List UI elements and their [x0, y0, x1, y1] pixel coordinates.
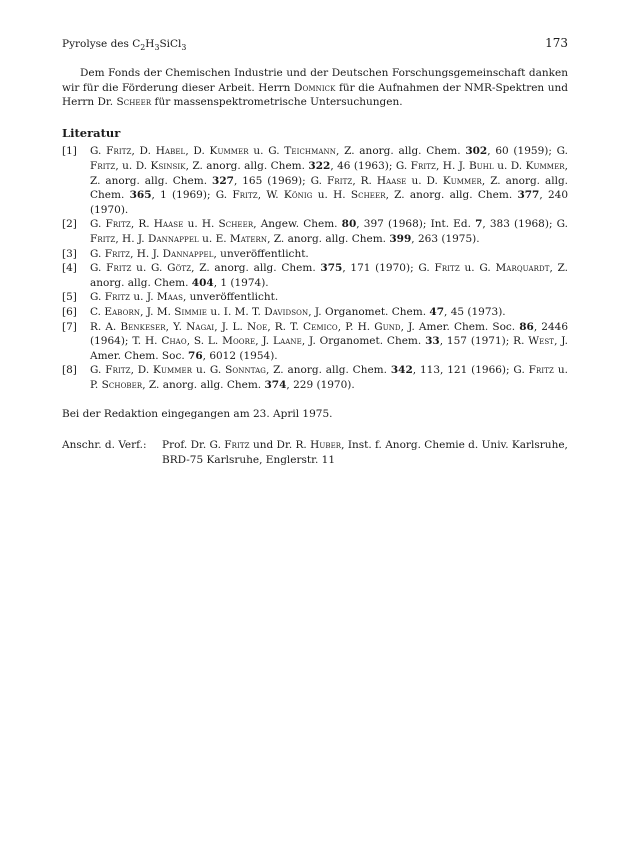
reference-segment: , Z. anorg. allg. Chem.: [90, 262, 568, 289]
reference-segment: u. G.: [131, 262, 168, 275]
reference-segment: , S. L.: [186, 335, 223, 348]
author-name: Schober: [101, 378, 143, 391]
reference-segment: , Angew. Chem.: [253, 218, 342, 231]
reference-segment: , Z. anorg. allg. Chem.: [336, 145, 466, 158]
reference-segment: G.: [90, 218, 106, 231]
author-address: [62, 438, 568, 467]
reference-segment: , D.: [130, 364, 154, 377]
running-title: Pyrolyse des $C_2H_3SiCl_3$: [62, 38, 187, 53]
reference-segment: u. D.: [493, 159, 526, 172]
volume-number: 7: [475, 218, 483, 231]
volume-number: 404: [191, 276, 214, 289]
author-name: Marquardt: [495, 262, 550, 275]
reference-text: [90, 305, 568, 320]
author-name: Fritz: [232, 189, 258, 202]
volume-number: 399: [389, 232, 412, 245]
reference-number: [2]: [62, 218, 77, 231]
reference-segment: G.: [90, 247, 105, 260]
author-name: Ksinsik: [150, 159, 186, 172]
reference-segment: , Z. anorg. allg. Chem.: [90, 159, 568, 187]
reference-segment: , 157 (1971); R.: [439, 335, 529, 348]
author-name: West: [528, 335, 555, 348]
author-name: Dannappel: [147, 232, 199, 245]
volume-number: 80: [341, 218, 357, 231]
author-name: Haase: [376, 174, 407, 187]
author-name: Laane: [273, 335, 302, 348]
reference-entry: [62, 290, 568, 305]
reference-segment: , 240 (1970).: [90, 189, 568, 216]
reference-segment: , R. T.: [267, 320, 303, 333]
author-name: Matern: [229, 232, 268, 245]
running-header: [62, 36, 568, 52]
reference-segment: , Y.: [165, 320, 187, 333]
author-name: Haase: [153, 218, 184, 231]
reference-segment: , H. J.: [130, 247, 163, 260]
reference-text: [90, 144, 568, 217]
author-name: Kummer: [153, 364, 193, 377]
volume-number: 327: [212, 174, 234, 187]
reference-segment: , J. L.: [214, 320, 247, 333]
author-name: Scheer: [218, 218, 254, 231]
reference-entry: [62, 363, 568, 392]
reference-segment: , Z. anorg. allg. Chem.: [142, 378, 265, 391]
volume-number: 375: [320, 262, 343, 275]
reference-segment: u. P.: [90, 364, 568, 391]
volume-number: 342: [390, 364, 413, 377]
reference-text: [90, 247, 568, 262]
author-name: König: [283, 189, 313, 202]
reference-text: [90, 217, 568, 246]
author-name: Fritz: [90, 159, 116, 172]
reference-segment: , J. Organomet. Chem.: [308, 305, 430, 318]
reference-segment: u. H.: [312, 189, 351, 202]
author-name: Fritz: [105, 364, 131, 377]
reference-segment: , J.: [255, 335, 274, 348]
reference-segment: , J. Organomet. Chem.: [301, 335, 426, 348]
reference-segment: , Z. anorg. allg. Chem.: [385, 189, 518, 202]
reference-segment: , unveröffentlicht.: [213, 247, 309, 260]
author-name: Fritz: [90, 232, 116, 245]
author-name: Kummer: [525, 159, 565, 172]
reference-entry: [62, 217, 568, 246]
reference-segment: u. G.: [459, 262, 496, 275]
reference-number: [5]: [62, 291, 77, 304]
reference-segment: , J. Amer. Chem. Soc.: [90, 335, 568, 362]
received-date-note: Bei der Redaktion eingegangen am 23. April 1975.: [62, 408, 333, 421]
reference-segment: , Z. anorg. allg. Chem.: [191, 262, 321, 275]
reference-number: [3]: [62, 247, 77, 260]
author-name: Maas: [156, 291, 183, 304]
reference-number: [7]: [62, 320, 77, 333]
author-name: Sonntag: [225, 364, 266, 377]
reference-segment: , 2446 (1964); T. H.: [90, 320, 569, 348]
volume-number: 377: [517, 189, 540, 202]
reference-segment: , H. J.: [436, 159, 469, 172]
reference-number: [1]: [62, 145, 77, 158]
literature-heading: Literatur: [62, 125, 121, 140]
volume-number: 76: [188, 349, 203, 362]
author-name: Fritz: [106, 145, 132, 158]
reference-text: [90, 320, 568, 364]
reference-segment: , R.: [130, 218, 154, 231]
reference-segment: , 46 (1963); G.: [330, 159, 411, 172]
address-label: Anschr. d. Verf.:: [62, 439, 147, 452]
reference-entry: [62, 144, 568, 217]
reference-entry: [62, 261, 568, 290]
reference-segment: G.: [90, 145, 107, 158]
author-name: Benkeser: [120, 320, 166, 333]
author-name: Habel: [155, 145, 186, 158]
reference-list: [62, 144, 568, 392]
author-name: Scheer: [350, 189, 386, 202]
author-name: Fritz: [104, 247, 131, 260]
reference-segment: G.: [90, 262, 107, 275]
reference-segment: u. D.: [406, 174, 443, 187]
reference-segment: , Z. anorg. allg. Chem.: [185, 159, 309, 172]
author-name: Götz: [167, 262, 192, 275]
reference-segment: , P. H.: [337, 320, 375, 333]
author-name: Kummer: [209, 145, 249, 158]
reference-segment: , R.: [352, 174, 377, 187]
reference-segment: , u. D.: [115, 159, 151, 172]
volume-number: 47: [429, 305, 445, 318]
author-name: Fritz: [106, 262, 132, 275]
acknowledgement-paragraph: Dem Fonds der Chemischen Industrie und der Deutschen Forschungsgemeinschaft danken wir für die Förderung dieser Arbeit. Herrn Domnick für die Aufnahmen der NMR-Spektren und Herrn Dr. Scheer für massenspektrometrische Untersuchungen.: [62, 67, 568, 109]
reference-segment: , 263 (1975).: [411, 232, 480, 245]
reference-entry: [62, 320, 568, 364]
reference-text: [90, 290, 568, 305]
reference-segment: , D.: [131, 145, 156, 158]
reference-segment: G.: [90, 364, 106, 377]
reference-segment: , J. Amer. Chem. Soc.: [400, 320, 520, 333]
author-name: Chao: [161, 335, 187, 348]
author-name: Noe: [246, 320, 268, 333]
reference-segment: , 229 (1970).: [286, 378, 355, 391]
author-name: Moore: [222, 335, 256, 348]
volume-number: 322: [308, 159, 331, 172]
author-name: Fritz: [105, 218, 131, 231]
reference-segment: R. A.: [90, 320, 121, 333]
reference-segment: u. E.: [198, 232, 230, 245]
volume-number: 302: [465, 145, 488, 158]
reference-segment: , 1 (1974).: [213, 276, 269, 289]
author-name: Fritz: [434, 262, 460, 275]
author-name: Dannappel: [162, 247, 214, 260]
reference-number: [6]: [62, 305, 77, 318]
author-name: Teichmann: [284, 145, 337, 158]
reference-entry: [62, 247, 568, 262]
reference-segment: , J. M.: [140, 305, 175, 318]
author-name: Kummer: [442, 174, 482, 187]
volume-number: 86: [519, 320, 534, 333]
reference-segment: , 1 (1969); G.: [151, 189, 233, 202]
volume-number: 33: [425, 335, 440, 348]
reference-segment: , 113, 121 (1966); G.: [412, 364, 529, 377]
volume-number: 374: [264, 378, 287, 391]
reference-segment: u. I. M. T.: [207, 305, 265, 318]
reference-segment: , D.: [185, 145, 210, 158]
reference-segment: , 171 (1970); G.: [342, 262, 435, 275]
reference-segment: u. G.: [192, 364, 226, 377]
reference-segment: , unveröffentlicht.: [182, 291, 279, 304]
address-text: Prof. Dr. G. Fritz und Dr. R. Huber, Inst. f. Anorg. Chemie d. Univ. Karlsruhe, BRD-75 Karlsruhe, Englerstr. 11: [162, 439, 568, 466]
reference-text: [90, 261, 568, 290]
reference-number: [4]: [62, 262, 77, 275]
reference-segment: , W.: [257, 189, 284, 202]
reference-segment: , 383 (1968); G.: [482, 218, 568, 231]
author-name: Gund: [374, 320, 401, 333]
author-name: Nagai: [186, 320, 215, 333]
reference-segment: , 397 (1968); Int. Ed.: [356, 218, 476, 231]
reference-segment: , 45 (1973).: [444, 305, 506, 318]
reference-segment: , H. J.: [115, 232, 148, 245]
reference-segment: , Z. anorg. allg. Chem.: [90, 174, 569, 202]
reference-segment: u. H.: [183, 218, 219, 231]
page-number: 173: [545, 36, 568, 50]
reference-number: [8]: [62, 364, 77, 377]
reference-text: [90, 363, 568, 392]
reference-segment: , Z. anorg. allg. Chem.: [267, 232, 390, 245]
reference-segment: G.: [90, 291, 105, 304]
reference-segment: C.: [90, 305, 105, 318]
reference-segment: , 165 (1969); G.: [233, 174, 327, 187]
author-name: Fritz: [104, 291, 131, 304]
reference-entry: [62, 305, 568, 320]
volume-number: 365: [129, 189, 152, 202]
reference-segment: , 60 (1959); G.: [487, 145, 568, 158]
reference-segment: u. G.: [248, 145, 285, 158]
author-name: Cemico: [303, 320, 338, 333]
author-name: Simmie: [174, 305, 208, 318]
author-name: Davidson: [264, 305, 309, 318]
reference-segment: , Z. anorg. allg. Chem.: [265, 364, 391, 377]
reference-segment: , 6012 (1954).: [202, 349, 278, 362]
author-name: Fritz: [528, 364, 555, 377]
author-name: Buhl: [468, 159, 494, 172]
author-name: Eaborn: [104, 305, 141, 318]
author-name: Fritz: [326, 174, 353, 187]
author-name: Fritz: [410, 159, 437, 172]
reference-segment: u. J.: [130, 291, 157, 304]
